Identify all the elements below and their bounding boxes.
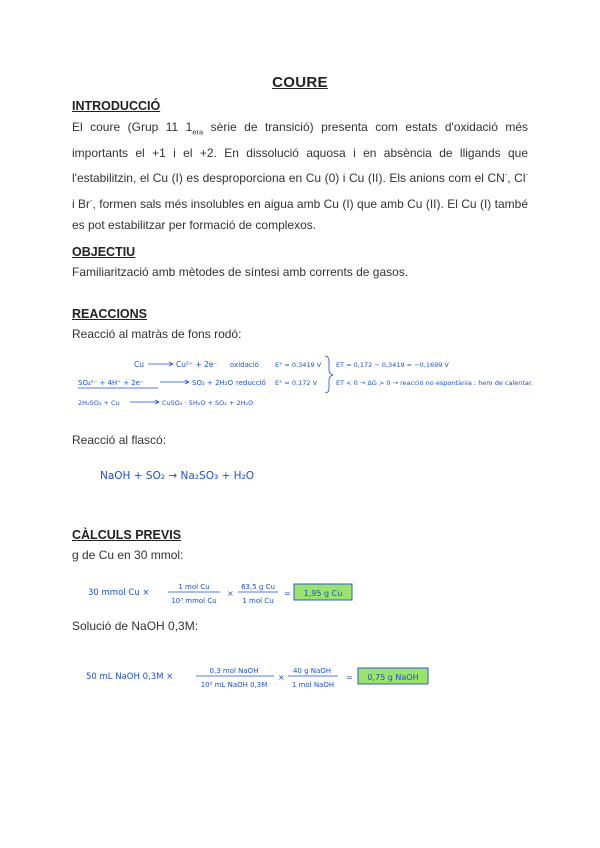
naoh-equals: =	[346, 673, 353, 682]
naoh-result: 0,75 g NaOH	[367, 673, 419, 682]
red-left: SO₄²⁻ + 4H⁺ + 2e⁻	[78, 379, 144, 387]
objectiu-text: Familiarització amb mètodes de síntesi amb corrents de gasos.	[72, 265, 409, 279]
handwritten-half-reactions	[78, 352, 598, 414]
ox-left: Cu	[134, 360, 144, 369]
cu-result: 1,95 g Cu	[303, 589, 343, 598]
intro-text-3: , Cl	[507, 171, 526, 186]
flasco-eq: NaOH + SO₂ → Na₂SO₃ + H₂O	[100, 470, 255, 482]
objectiu-heading: OBJECTIU	[72, 245, 136, 259]
intro-sup-2: -	[525, 170, 529, 180]
cu-times: ×	[227, 589, 234, 598]
global-right: CuSO₄ · 5H₂O + SO₂ + 2H₂O	[162, 399, 254, 407]
cu-f2-num: 63,5 g Cu	[241, 583, 275, 591]
ox-e: E° = 0,3419 V	[275, 361, 322, 369]
naoh-f1-num: 0,3 mol NaOH	[209, 667, 259, 675]
naoh-start: 50 mL NaOH 0,3M ×	[86, 672, 174, 682]
intro-sup-3: -	[90, 195, 93, 205]
intro-text-5: , formen sals més insolubles en aigua amb Cu (I) que amb Cu (II). El Cu (I) també es pot estabilitzar per formació de complexos.	[72, 196, 529, 233]
naoh-f1-den: 10³ mL NaOH 0,3M	[200, 681, 268, 689]
et-result: ET < 0 → ΔG > 0 → reacció no espontània : hem de calentar.	[336, 379, 534, 387]
matras-label: Reacció al matràs de fons rodó:	[72, 327, 242, 341]
cu-start: 30 mmol Cu ×	[88, 588, 150, 598]
cu-equals: =	[284, 589, 291, 598]
intro-text-1: El coure (Grup 11 1	[72, 120, 193, 134]
red-e: E° = 0,172 V	[275, 379, 318, 387]
intro-sub: era	[192, 127, 204, 137]
et-calc: ET = 0,172 − 0,3419 = −0,1699 V	[336, 361, 449, 369]
cu-f2-den: 1 mol Cu	[242, 597, 274, 605]
intro-sup-1: -	[504, 170, 508, 180]
intro-text-2: sèrie de transició) presenta com estats d'oxidació més importants el +1 i el +2. En dissolució aquosa i en absència de lligands que l'estabilitzin, el Cu (I) es desproporciona en Cu (0) i Cu (II). Els anions com el CN	[72, 120, 529, 186]
red-right: SO₂ + 2H₂O	[192, 379, 234, 387]
intro-paragraph	[72, 117, 528, 237]
cu-label: g de Cu en 30 mmol:	[72, 548, 184, 562]
handwritten-flasco-reaction	[96, 463, 316, 487]
handwritten-cu-calculation	[86, 576, 376, 610]
ox-type: oxidació	[230, 361, 259, 369]
cu-f1-den: 10³ mmol Cu	[171, 597, 217, 605]
intro-heading: INTRODUCCIÓ	[72, 99, 161, 113]
reaccions-heading: REACCIONS	[72, 307, 148, 321]
naoh-f2-den: 1 mol NaOH	[291, 681, 335, 689]
page-title: COURE	[272, 74, 328, 91]
intro-text-4: i Br	[72, 196, 91, 211]
flasco-label: Reacció al flascó:	[72, 433, 167, 447]
calculs-heading: CÀLCULS PREVIS	[72, 528, 182, 542]
handwritten-naoh-calculation	[84, 660, 444, 696]
brace	[325, 356, 333, 393]
red-type: reducció	[236, 379, 266, 387]
ox-right: Cu²⁺ + 2e⁻	[176, 360, 218, 369]
global-left: 2H₂SO₄ + Cu	[78, 399, 120, 407]
naoh-times: ×	[278, 673, 285, 682]
naoh-label: Solució de NaOH 0,3M:	[72, 619, 199, 633]
naoh-f2-num: 40 g NaOH	[292, 667, 332, 675]
cu-f1-num: 1 mol Cu	[178, 583, 210, 591]
